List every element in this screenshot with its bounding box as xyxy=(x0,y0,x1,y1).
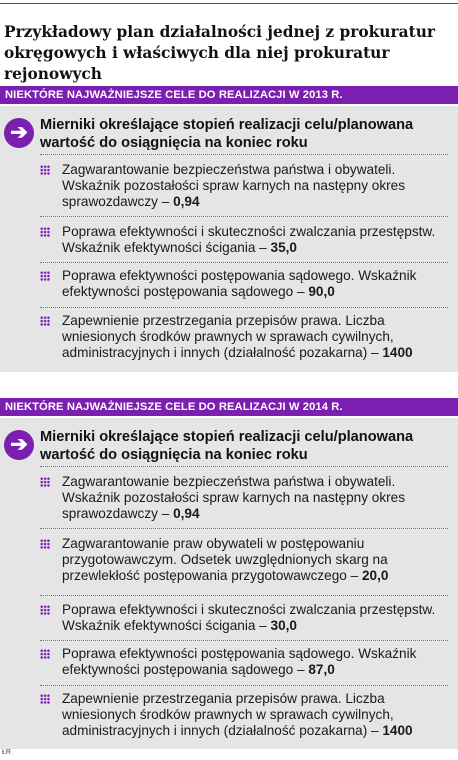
arrow-right-circle-icon: ➔ xyxy=(4,430,34,460)
item-value: 1400 xyxy=(382,345,413,360)
divider xyxy=(40,154,448,155)
item-text: Zagwarantowanie bezpieczeństwa państwa i obywateli. Wskaźnik pozostałości spraw karnych na następny okres sprawozdawczy – 0,94 xyxy=(62,474,406,521)
dot-grid-icon xyxy=(40,694,50,704)
section-2014-panel xyxy=(0,418,458,749)
section-band: NIEKTÓRE NAJWAŻNIEJSZE CELE DO REALIZACJI W 2013 R. xyxy=(0,86,458,104)
section-2013 xyxy=(0,86,458,104)
item-text: Zagwarantowanie bezpieczeństwa państwa i obywateli. Wskaźnik pozostałości spraw karnych na następny okres sprawozdawczy – 0,94 xyxy=(62,162,406,209)
divider xyxy=(40,216,448,217)
item-text: Zapewnienie przestrzegania przepisów prawa. Liczba wniesionych środków prawnych w sprawach cywilnych, administracyjnych i innych (działalność pozakarna) – 1400 xyxy=(62,691,413,738)
section-2013-panel xyxy=(0,106,458,372)
top-rule xyxy=(0,3,458,4)
arrow-right-circle-icon: ➔ xyxy=(4,118,34,148)
item-text: Zapewnienie przestrzegania przepisów prawa. Liczba wniesionych środków prawnych w sprawach cywilnych, administracyjnych i innych (działalność pozakarna) – 1400 xyxy=(62,313,413,360)
divider xyxy=(40,528,448,529)
dot-grid-icon xyxy=(40,539,50,549)
item-text: Poprawa efektywności i skuteczności zwalczania przestępstw. Wskaźnik efektywności ścigania – 30,0 xyxy=(62,602,436,633)
item-value: 0,94 xyxy=(173,506,200,521)
item-text: Zagwarantowanie praw obywateli w postępowaniu przygotowawczym. Odsetek uwzględnionych skarg na przewlekłość postępowania przygotowawczego – 20,0 xyxy=(62,536,389,583)
item-value: 20,0 xyxy=(361,568,389,583)
section-band: NIEKTÓRE NAJWAŻNIEJSZE CELE DO REALIZACJI W 2014 R. xyxy=(0,398,458,416)
divider xyxy=(40,685,448,686)
dot-grid-icon xyxy=(40,271,50,281)
dot-grid-icon xyxy=(40,316,50,326)
dot-grid-icon xyxy=(40,227,50,237)
item-value: 35,0 xyxy=(270,240,297,255)
dot-grid-icon xyxy=(40,605,50,615)
dot-grid-icon xyxy=(40,165,50,175)
section-heading: Mierniki określające stopień realizacji celu/planowana wartość do osiągnięcia na koniec roku xyxy=(40,117,414,151)
item-value: 90,0 xyxy=(308,284,335,299)
divider xyxy=(40,262,448,263)
credit: ŁR xyxy=(2,749,11,756)
item-value: 1400 xyxy=(382,723,413,738)
divider xyxy=(40,595,448,596)
item-value: 0,94 xyxy=(173,194,200,209)
divider xyxy=(40,640,448,641)
item-text: Poprawa efektywności postępowania sądowego. Wskaźnik efektywności postępowania sądowego – 87,0 xyxy=(62,646,417,677)
section-2014 xyxy=(0,398,458,416)
divider xyxy=(40,466,448,467)
item-text: Poprawa efektywności postępowania sądowego. Wskaźnik efektywności postępowania sądowego – 90,0 xyxy=(62,268,417,299)
dot-grid-icon xyxy=(40,477,50,487)
divider xyxy=(40,307,448,308)
page-title: Przykładowy plan działalności jednej z prokuratur okręgowych i właściwych dla niej prokuratur rejonowych xyxy=(4,23,435,83)
item-value: 87,0 xyxy=(308,662,335,677)
section-heading: Mierniki określające stopień realizacji celu/planowana wartość do osiągnięcia na koniec roku xyxy=(40,429,414,463)
item-text: Poprawa efektywności i skuteczności zwalczania przestępstw. Wskaźnik efektywności ścigania – 35,0 xyxy=(62,224,436,255)
dot-grid-icon xyxy=(40,649,50,659)
item-value: 30,0 xyxy=(270,618,297,633)
